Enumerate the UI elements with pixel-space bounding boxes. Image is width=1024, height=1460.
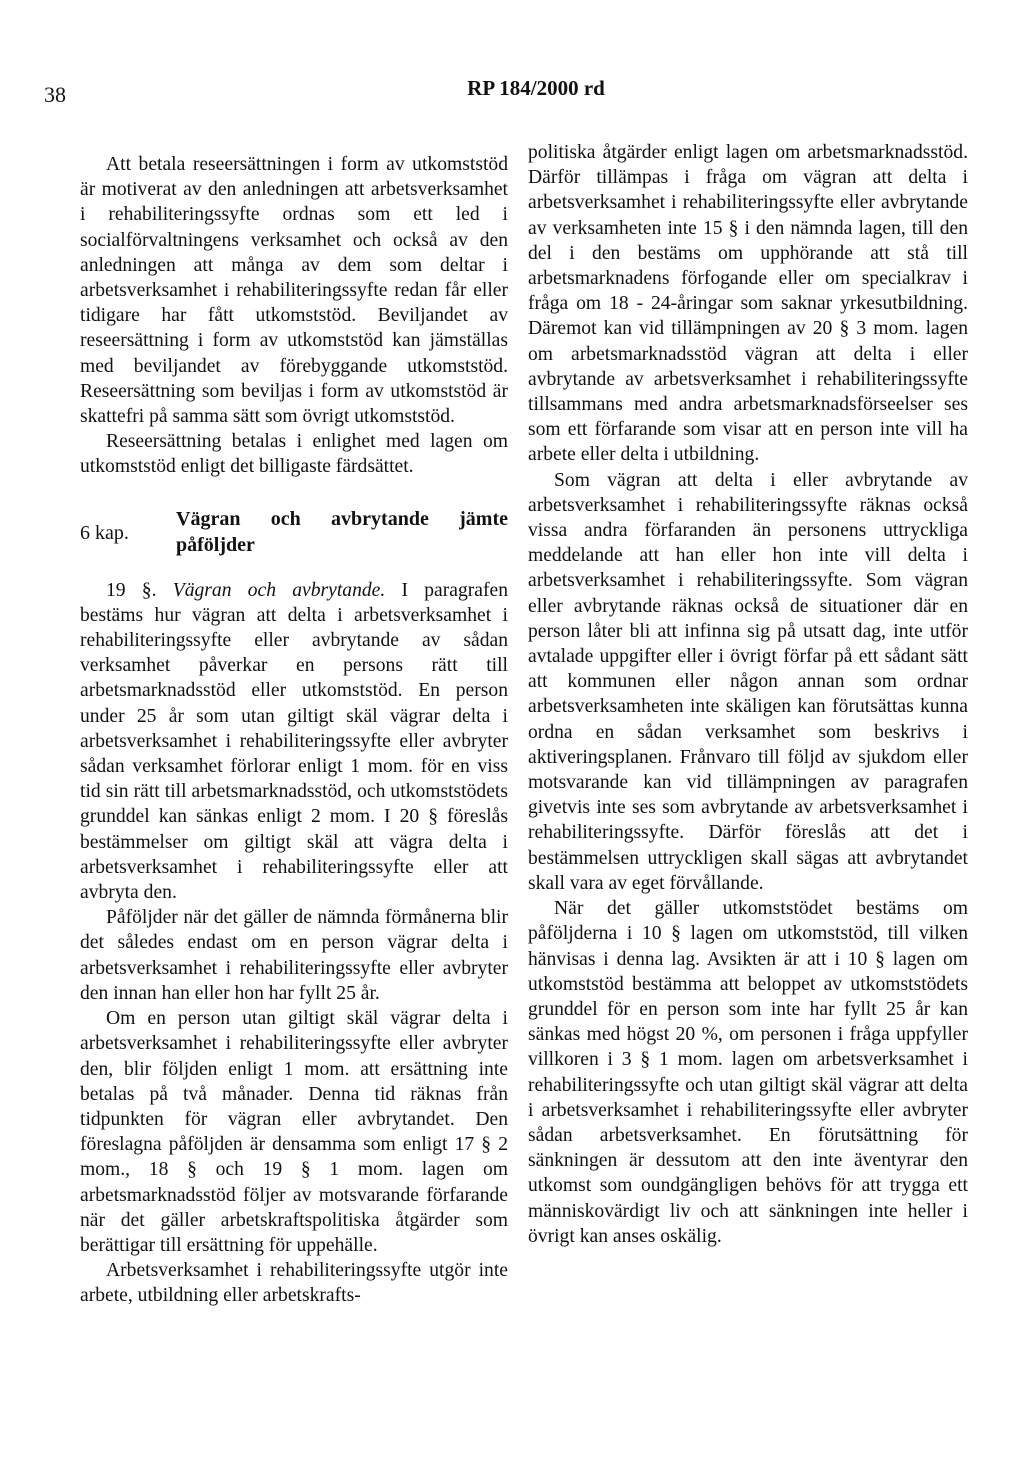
chapter-title: Vägran och avbrytande jämte påföljder (176, 507, 508, 556)
paragraph: När det gäller utkomststödet bestäms om påföljderna i 10 § lagen om utkomststöd, till vilken hänvisas i denna lag. Avsikten är att i 10 § lagen om utkomststöd bestämma att beloppet av utkomststödets grunddel för en person som inte har fyllt 25 år kan sänkas med högst 20 %, om personen i fråga uppfyller villkoren i 3 § 1 mom. lagen om arbetsverksamhet i rehabiliteringssyfte och utan giltigt skäl vägrar att delta i arbetsverksamhet i rehabiliteringssyfte eller avbryter sådan arbetsverksamhet. En förutsättning för sänkningen är dessutom att den inte äventyrar den utkomst som oundgängligen behövs för att trygga ett människovärdigt liv och att sänkningen inte heller i övrigt kan anses oskälig. (528, 898, 968, 1247)
paragraph: Som vägran att delta i eller avbrytande av arbetsverksamhet i rehabiliteringssyfte räknas också vissa andra förfaranden än personens uttryckliga meddelande att han eller hon inte vill delta i arbetsverksamhet i rehabiliteringssyfte. Som vägran eller avbrytande räknas också de situationer där en person låter bli att infinna sig på utsatt dag, inte utför avtalade uppgifter eller i övrigt förfar på ett sådant sätt att kommunen eller någon annan som ordnar arbetsverksamheten inte skäligen kan förutsättas kunna ordna en sådan verksamhet som beskrivs i aktiveringsplanen. Frånvaro till följd av sjukdom eller motsvarande kan vid tillämpningen av paragrafen givetvis inte ses som avbrytande av arbetsverksamhet i rehabiliteringssyfte. Därför föreslås att det i bestämmelsen uttryckligen skall sägas att avbrytandet skall vara av eget förvållande. (528, 469, 968, 894)
left-column (80, 152, 508, 1309)
page-number: 38 (44, 82, 66, 107)
chapter-number: 6 kap. (80, 521, 129, 544)
section-number: 19 §. (106, 579, 157, 601)
document-title: RP 184/2000 rd (467, 76, 605, 100)
running-head (0, 76, 1024, 101)
paragraph: Att betala reseersättningen i form av utkomststöd är motiverat av den anledningen att arbetsverksamhet i rehabiliteringssyfte ordnas som ett led i socialförvaltningens verksamhet och också av den anledningen att många av dem som deltar i arbetsverksamhet i rehabiliteringssyfte redan får eller tidigare har fått utkomststöd. Beviljandet av reseersättning i form av utkomststöd kan jämställas med beviljandet av förebyggande utkomststöd. Reseersättning som beviljas i form av utkomststöd är skattefri på samma sätt som övrigt utkomststöd. (80, 154, 508, 428)
paragraph: politiska åtgärder enligt lagen om arbetsmarknadsstöd. Därför tillämpas i fråga om vägran att delta i arbetsverksamhet i rehabiliteringssyfte eller avbrytande av verksamheten inte 15 § i den nämnda lagen, till den del i den bestäms om upphörande att stå till arbetsmarknadens förfogande eller om specialkrav i fråga om 18 - 24-åringar som saknar yrkesutbildning. Däremot kan vid tillämpningen av 20 § 3 mom. lagen om arbetsmarknadsstöd vägran att delta i eller avbrytande av arbetsverksamhet i rehabiliteringssyfte tillsammans med andra arbetsmarknadsförseelser ses som ett förfarande som visar att en person inte vill ha arbete eller delta i utbildning. (528, 142, 968, 466)
paragraph: Arbetsverksamhet i rehabiliteringssyfte utgör inte arbete, utbildning eller arbetskrafts- (80, 1260, 508, 1307)
right-column (528, 140, 968, 1249)
paragraph: Påföljder när det gäller de nämnda förmånerna blir det således endast om en person vägrar delta i arbetsverksamhet i rehabiliteringssyfte eller avbryter den innan han eller hon har fyllt 25 år. (80, 907, 508, 1004)
section-title: Vägran och avbrytande. (172, 579, 386, 601)
chapter-heading (80, 506, 508, 558)
section-paragraph (80, 578, 508, 906)
paragraph: Reseersättning betalas i enlighet med lagen om utkomststöd enligt det billigaste färdsättet. (80, 431, 508, 478)
paragraph: Om en person utan giltigt skäl vägrar delta i arbetsverksamhet i rehabiliteringssyfte eller avbryter den, blir följden enligt 1 mom. att ersättning inte betalas på två månader. Denna tid räknas från tidpunkten för vägran eller avbrytandet. Den föreslagna påföljden är densamma som enligt 17 § 2 mom., 18 § och 19 § 1 mom. lagen om arbetsmarknadsstöd följer av motsvarande förfarande när det gäller arbetskraftspolitiska åtgärder som berättigar till ersättning för uppehälle. (80, 1008, 508, 1256)
section-text: I paragrafen bestäms hur vägran att delta i arbetsverksamhet i rehabiliteringssyfte eller avbrytande av sådan verksamhet påverkar en persons rätt till arbetsmarknadsstöd eller utkomststöd. En person under 25 år som utan giltigt skäl vägrar delta i arbetsverksamhet i rehabiliteringssyfte eller avbryter sådan verksamhet förlorar enligt 1 mom. för en viss tid sin rätt till arbetsmarknadsstöd, och utkomststödets grunddel kan sänkas enligt 2 mom. I 20 § föreslås bestämmelser om giltigt skäl att vägra delta i arbetsverksamhet i rehabiliteringssyfte eller att avbryta den. (80, 579, 508, 904)
